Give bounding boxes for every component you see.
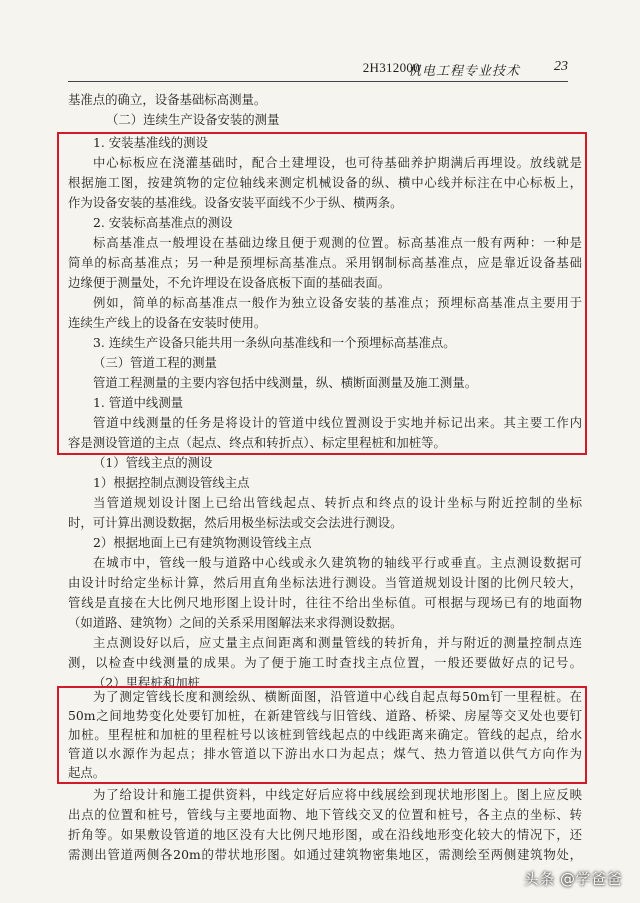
paragraph-line: 50m之间地势变化处要钉加桩，在新建管线与旧管线、道路、桥梁、房屋等交叉处也要钉 — [68, 708, 582, 723]
header-rule — [68, 81, 568, 82]
paragraph-line: 3. 连续生产设备只能共用一条纵向基准线和一个预埋标高基准点。 — [93, 335, 456, 350]
paragraph-line: 由设计时给定坐标计算，然后用直角坐标法进行测设。当管道规划设计图的比例尺较大， — [68, 575, 582, 590]
subsection-heading: 1）根据控制点测设管线主点 — [93, 475, 250, 490]
paragraph-line: 作为设备安装的基准线。设备安装平面线不少于纵、横两条。 — [68, 195, 403, 210]
running-header — [68, 56, 568, 82]
paragraph-line: 主点测设好以后，应丈量主点间距离和测量管线的转折角，并与附近的测量控制点连 — [93, 635, 582, 650]
paragraph-line: 测，以检查中线测量的成果。为了便于施工时查找主点位置，一般还要做好点的记号。 — [68, 655, 582, 670]
paragraph-line: 为了给设计和施工提供资料，中线定好后应将中线展绘到现状地形图上。图上应反映 — [93, 787, 582, 802]
paragraph-line: 在城市中，管线一般与道路中心线或永久建筑物的轴线平行或垂直。主点测设数据可 — [93, 555, 582, 570]
paragraph-line: 需测出管道两侧各20m的带状地形图。如通过建筑物密集地区，需测绘至两侧建筑物处， — [68, 847, 582, 862]
paragraph-line: 管道以水源作为起点；排水管道以下游出水口为起点；煤气、热力管道以供气方向作为 — [68, 746, 582, 761]
paragraph-line: 例如，简单的标高基准点一般作为独立设备安装的基准点；预埋标高基准点主要用于 — [93, 295, 582, 310]
paragraph-line: 折角等。如果敷设管道的地区没有大比例尺地形图，或在沿线地形变化较大的情况下，还 — [68, 827, 582, 842]
paragraph-line: 时，可计算出测设数据，然后用极坐标法或交会法进行测设。 — [68, 515, 403, 530]
book-title: 机电工程专业技术 — [407, 64, 520, 79]
subsection-heading: 2. 安装标高基准点的测设 — [93, 215, 233, 230]
paragraph-line: 边缘便于测量处，不允许埋设在设备底板下面的基础表面。 — [68, 275, 391, 290]
section-heading: （三）管道工程的测量 — [93, 355, 217, 370]
subsection-heading: 2）根据地面上已有建筑物测设管线主点 — [93, 535, 312, 550]
watermark: 头条 @学爸爸 — [523, 870, 622, 888]
paragraph-line: 为了测定管线长度和测绘纵、横断面图，沿管道中心线自起点每50m钉一里程桩。在 — [93, 689, 582, 704]
paragraph-line: 管道中线测量的任务是将设计的管道中线位置测设于实地并标记出来。其主要工作内 — [93, 415, 582, 430]
paragraph-line: 加桩。里程桩和加桩的里程桩号以该桩到管线起点的中线距离来确定。管线的起点，给水 — [68, 727, 582, 742]
paragraph-line: 中心标板应在浇灌基础时，配合土建埋设，也可待基础养护期满后再埋设。放线就是 — [93, 155, 582, 170]
paragraph-line: 当管道规划设计图上已给出管线起点、转折点和终点的设计坐标与附近控制的坐标 — [93, 495, 582, 510]
paragraph-line: 出点的位置和桩号，管线与主要地面物、地下管线交叉的位置和桩号，各主点的坐标、转 — [68, 807, 582, 822]
paragraph-line: 基准点的确立，设备基础标高测量。 — [68, 92, 267, 107]
subsection-heading: （2）里程桩和加桩 — [93, 675, 201, 690]
paragraph-line: 简单的标高基准点；另一种是预埋标高基准点。采用钢制标高基准点，应是靠近设备基础 — [68, 255, 582, 270]
paragraph-line: （如道路、建筑物）之间的关系采用图解法来求得测设数据。 — [68, 615, 403, 630]
paragraph-line: 根据施工图，按建筑物的定位轴线来测定机械设备的纵、横中心线并标注在中心标板上， — [68, 175, 582, 190]
section-heading: （二）连续生产设备安装的测量 — [106, 112, 280, 127]
paragraph-line: 起点。 — [68, 765, 106, 780]
section-code: 2H312000 — [362, 60, 420, 75]
paragraph-line: 管道工程测量的主要内容包括中线测量，纵、横断面测量及施工测量。 — [93, 375, 478, 390]
subsection-heading: （1）管线主点的测设 — [93, 455, 213, 470]
paragraph-line: 标高基准点一般埋设在基础边缘且便于观测的位置。标高基准点一般有两种：一种是 — [93, 235, 582, 250]
subsection-heading: 1. 安装基准线的测设 — [93, 135, 208, 150]
subsection-heading: 1. 管道中线测量 — [93, 395, 184, 410]
page-number: 23 — [554, 59, 568, 74]
paragraph-line: 容是测设管道的主点（起点、终点和转折点）、标定里程桩和加桩等。 — [68, 435, 446, 450]
paragraph-line: 管线是直接在大比例尺地形图上设计时，往往不给出坐标值。可根据与现场已有的地面物 — [68, 595, 582, 610]
paragraph-line: 连续生产线上的设备在安装时使用。 — [68, 315, 267, 330]
